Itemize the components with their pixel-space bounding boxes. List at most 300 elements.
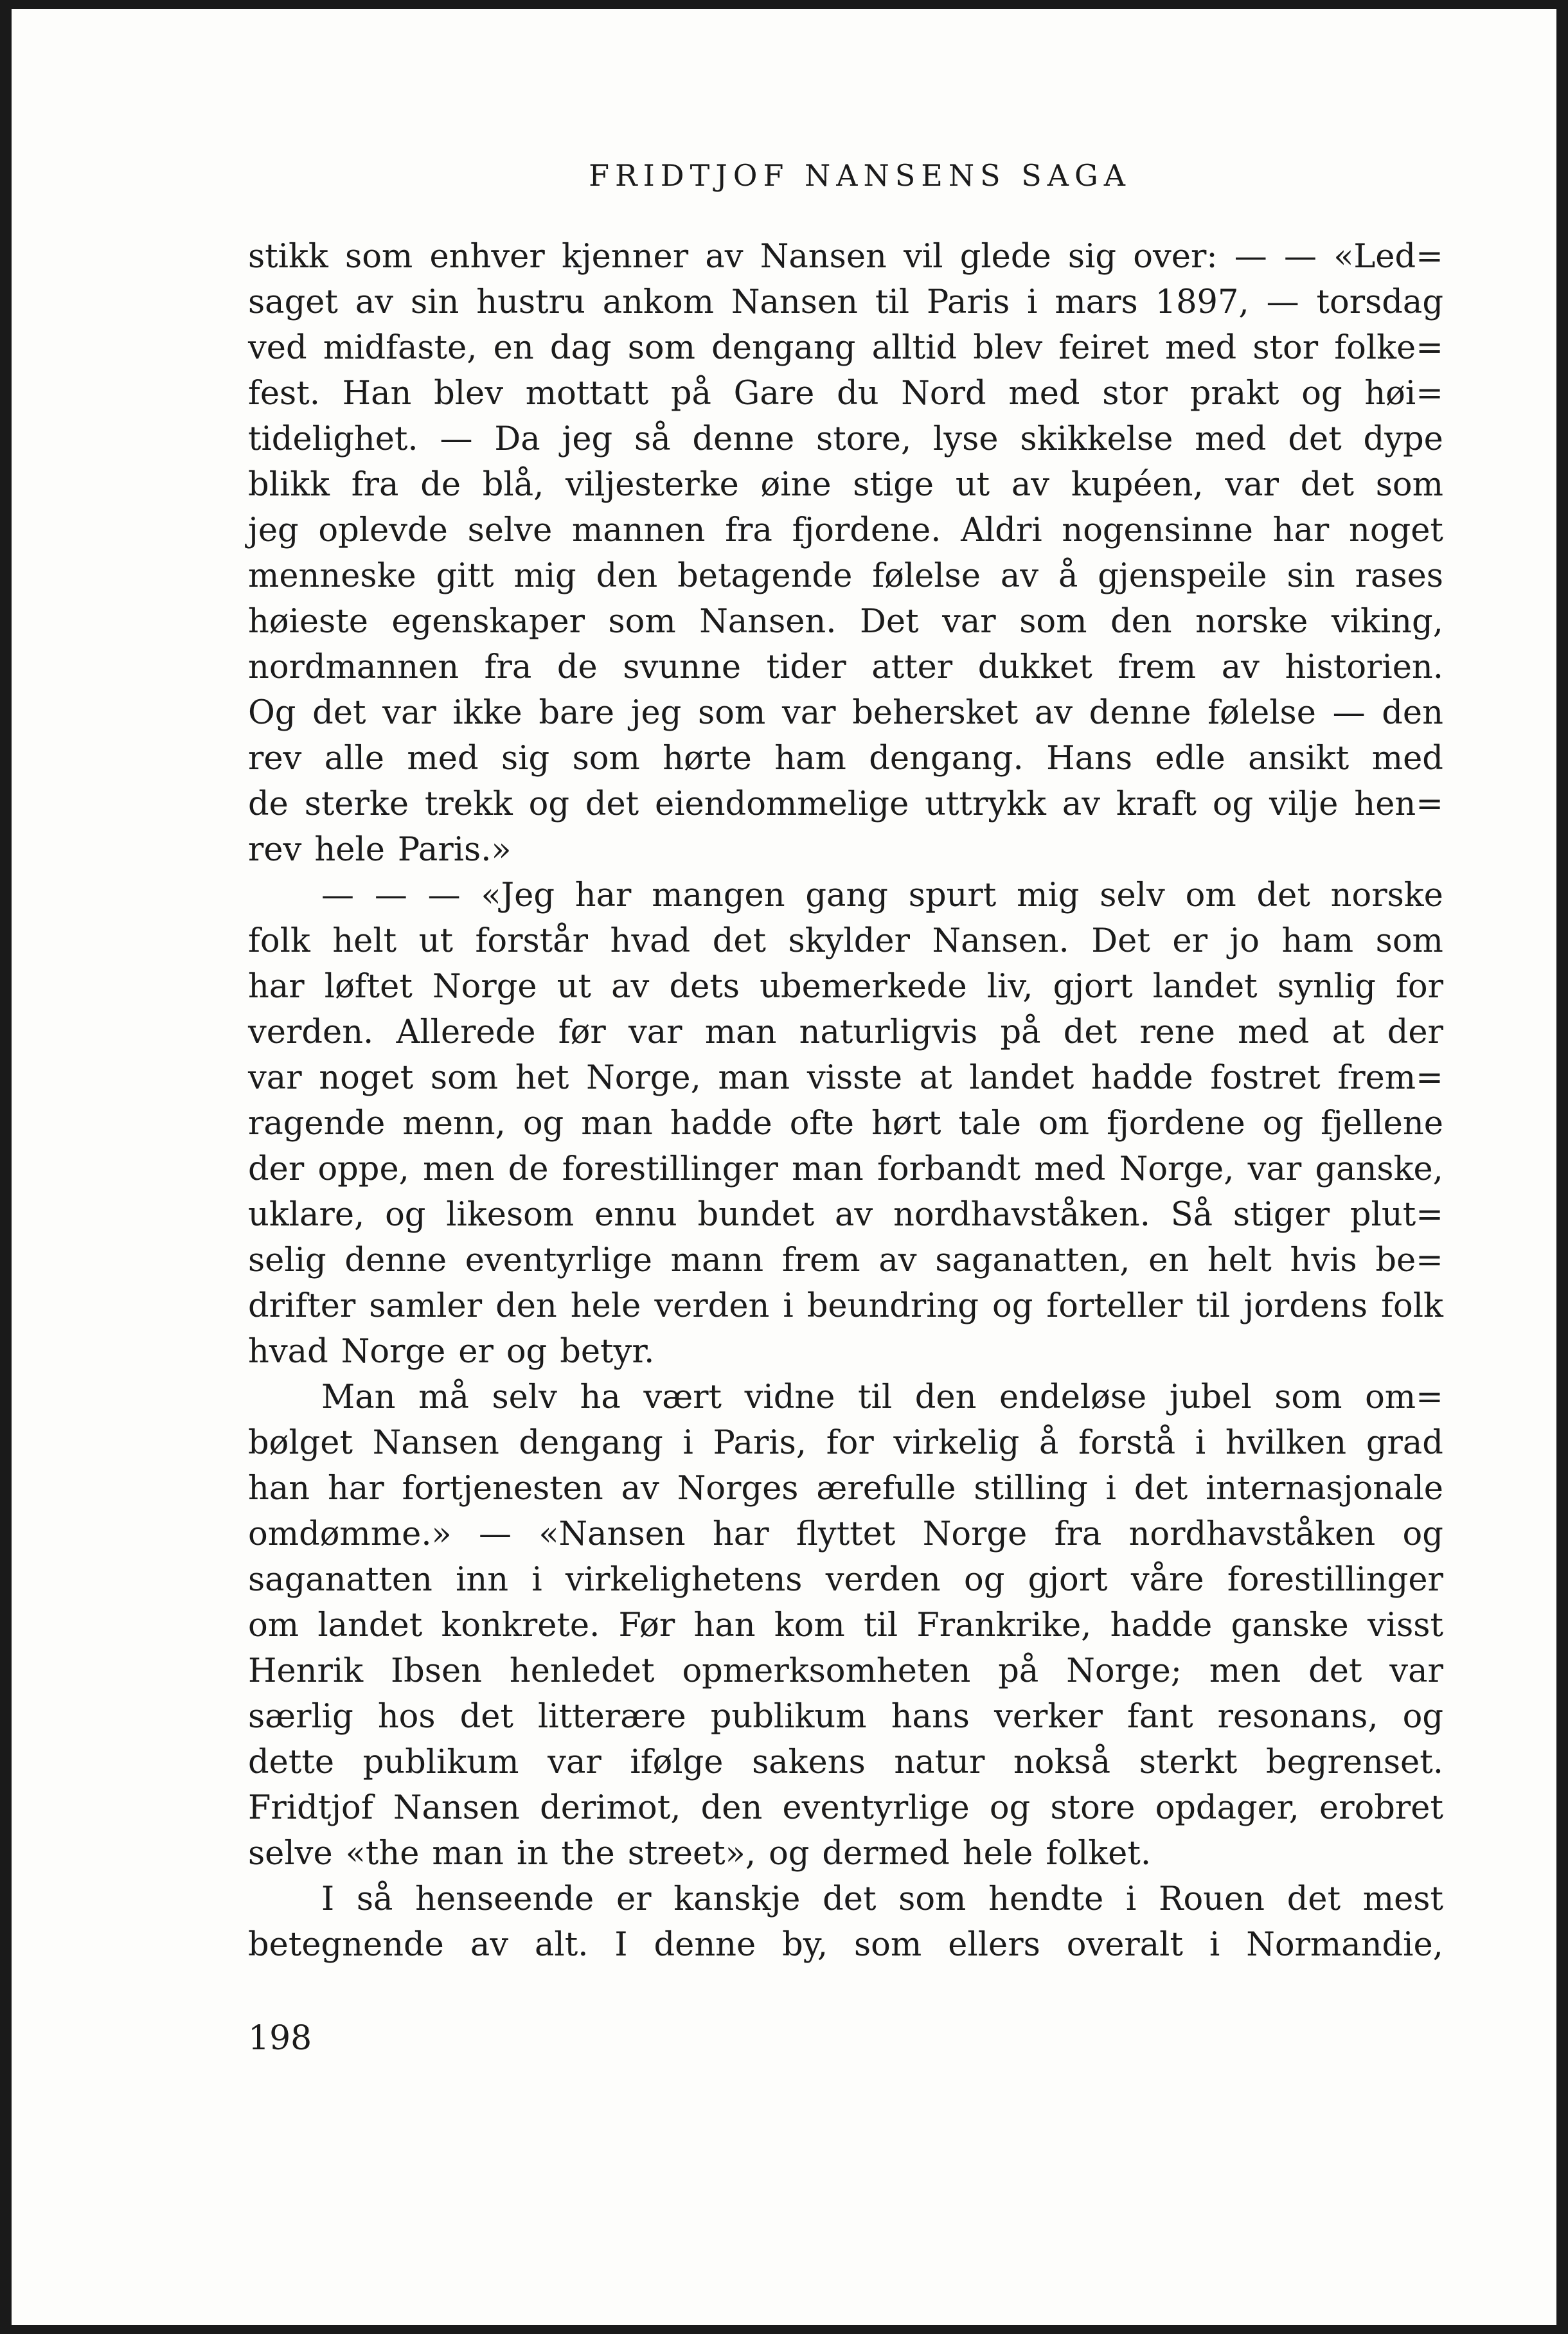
word: han	[693, 1607, 756, 1644]
word: fortjenesten	[402, 1470, 603, 1508]
word: som	[854, 1926, 922, 1964]
word: man	[718, 1059, 790, 1097]
word: frem=	[1337, 1059, 1443, 1097]
word: dets	[669, 968, 740, 1006]
word: helt	[332, 922, 397, 960]
word: denne	[1089, 694, 1191, 732]
word: rev	[248, 740, 302, 778]
word: dermed	[822, 1835, 950, 1873]
word: «Nansen	[539, 1515, 686, 1553]
word: men	[423, 1150, 495, 1188]
word: saganatten,	[935, 1242, 1130, 1279]
word: forteller	[1046, 1287, 1183, 1325]
word: Fridtjof	[248, 1789, 373, 1827]
word: rases	[1355, 557, 1443, 595]
word: hele	[314, 831, 385, 869]
word: drifter	[248, 1287, 356, 1325]
word: stikk	[248, 238, 328, 276]
word: våre	[1130, 1561, 1204, 1599]
word: synlig	[1277, 968, 1376, 1006]
word: Før	[618, 1607, 675, 1644]
word: så	[356, 1880, 393, 1918]
word: I	[614, 1926, 628, 1964]
text-line	[248, 1694, 1443, 1740]
word: Norge	[432, 968, 537, 1006]
text-line	[248, 1283, 1443, 1329]
word: forstå	[1078, 1424, 1176, 1462]
word: hendte	[988, 1880, 1104, 1918]
word: ennu	[594, 1196, 677, 1234]
text-line	[248, 280, 1443, 325]
word: Paris.»	[397, 831, 512, 869]
word: var	[248, 1059, 302, 1097]
word: denne	[692, 420, 795, 458]
word: hvad	[610, 922, 691, 960]
text-line	[248, 1146, 1443, 1192]
word: sakens	[752, 1743, 866, 1781]
word: eiendommelige	[655, 785, 909, 823]
word: ganske,	[1315, 1150, 1443, 1188]
word: norske	[1330, 877, 1443, 914]
word: hørt	[871, 1105, 941, 1143]
word: og	[992, 1287, 1033, 1325]
text-line	[248, 1101, 1443, 1146]
word: prakt	[1189, 375, 1279, 413]
word: alle	[324, 740, 384, 778]
word: blikk	[248, 466, 330, 504]
word: —	[479, 1515, 512, 1553]
word: og	[1301, 375, 1342, 413]
word: Nansen.	[932, 922, 1069, 960]
word: har	[1272, 512, 1330, 549]
word: på	[1000, 1013, 1041, 1051]
word: alt.	[534, 1926, 589, 1964]
word: han	[248, 1470, 310, 1508]
word: man	[581, 1105, 653, 1143]
word: noget	[1349, 512, 1443, 549]
word: svunne	[623, 648, 742, 686]
word: mest	[1362, 1880, 1443, 1918]
word: og	[1212, 785, 1254, 823]
word: dette	[248, 1743, 334, 1781]
word: blev	[973, 329, 1043, 367]
word: by,	[782, 1926, 828, 1964]
word: som	[572, 740, 640, 778]
word: fjellene	[1321, 1105, 1443, 1143]
word: enhver	[429, 238, 545, 276]
word: viking,	[1331, 603, 1443, 641]
word: blev	[434, 375, 504, 413]
word: jeg	[562, 420, 613, 458]
word: det	[1134, 1470, 1188, 1508]
word: og	[385, 1196, 426, 1234]
word: ved	[248, 329, 307, 367]
word: Så	[1170, 1196, 1213, 1234]
word: het	[515, 1059, 569, 1097]
word: hvilken	[1225, 1424, 1347, 1462]
word: uklare,	[248, 1196, 365, 1234]
word: dengang.	[869, 740, 1024, 778]
word: torsdag	[1316, 283, 1443, 321]
word: eventyrlige	[465, 1242, 652, 1279]
word: hen=	[1354, 785, 1443, 823]
word: som	[898, 1880, 967, 1918]
text-line	[248, 918, 1443, 964]
word: hans	[891, 1698, 970, 1736]
word: ærefulle	[816, 1470, 956, 1508]
page-number: 198	[248, 2019, 312, 2058]
word: sterkt	[1139, 1743, 1238, 1781]
word: de	[557, 648, 598, 686]
word: spurt	[908, 877, 997, 914]
word: det	[1300, 466, 1355, 504]
word: er	[1172, 922, 1207, 960]
word: folk	[248, 922, 310, 960]
word: av	[611, 968, 650, 1006]
word: I	[321, 1880, 335, 1918]
word: og	[1402, 1515, 1443, 1553]
text-line	[248, 1785, 1443, 1831]
text-line	[248, 1557, 1443, 1603]
word: noget	[319, 1059, 414, 1097]
word: vært	[643, 1378, 722, 1416]
word: den	[596, 557, 658, 595]
word: oppe,	[317, 1150, 409, 1188]
word: ham	[1281, 922, 1354, 960]
word: i	[783, 1287, 794, 1325]
text-line	[248, 1010, 1443, 1055]
word: som	[1274, 1378, 1342, 1416]
word: øine	[760, 466, 832, 504]
word: og	[1262, 1105, 1304, 1143]
word: hvad	[248, 1333, 328, 1371]
word: den	[495, 1287, 557, 1325]
word: på	[670, 375, 711, 413]
word: nokså	[1013, 1743, 1111, 1781]
word: Norge,	[1119, 1150, 1234, 1188]
word: der	[248, 1150, 305, 1188]
word: i	[682, 1424, 693, 1462]
word: og	[1402, 1698, 1443, 1736]
word: sig	[501, 740, 550, 778]
word: var	[628, 1013, 682, 1051]
word: kjenner	[561, 238, 689, 276]
word: forestillinger	[1227, 1561, 1443, 1599]
word: ansikt	[1248, 740, 1350, 778]
word: grad	[1366, 1424, 1443, 1462]
word: til	[875, 283, 910, 321]
word: det	[712, 922, 767, 960]
word: lyse	[933, 420, 999, 458]
word: selv	[492, 1378, 557, 1416]
word: stor	[1102, 375, 1168, 413]
word: det	[823, 1880, 877, 1918]
word: Nansen	[760, 238, 887, 276]
word: «the	[345, 1835, 420, 1873]
word: og	[769, 1835, 810, 1873]
text-line	[248, 1876, 1443, 1922]
running-head: FRIDTJOF NANSENS SAGA	[589, 158, 1131, 193]
word: sterke	[304, 785, 409, 823]
word: var	[548, 1743, 601, 1781]
word: jubel	[1169, 1378, 1252, 1416]
word: Allerede	[396, 1013, 536, 1051]
word: midfaste,	[323, 329, 477, 367]
word: norske	[1195, 603, 1308, 641]
word: som	[1375, 466, 1443, 504]
word: man	[704, 1013, 777, 1051]
word: av	[1011, 466, 1050, 504]
word: som	[1375, 922, 1443, 960]
word: det	[1288, 420, 1342, 458]
word: hele	[570, 1287, 641, 1325]
word: forbandt	[877, 1150, 1021, 1188]
word: Paris	[926, 283, 1010, 321]
word: fest.	[248, 375, 320, 413]
word: med	[407, 740, 479, 778]
word: i	[1027, 283, 1038, 321]
word: behersket	[852, 694, 1019, 732]
word: ikke	[452, 694, 522, 732]
word: bundet	[697, 1196, 815, 1234]
word: plut=	[1350, 1196, 1443, 1234]
word: gjort	[1028, 1561, 1108, 1599]
word: som	[345, 238, 413, 276]
word: det	[459, 1698, 513, 1736]
word: atter	[871, 648, 953, 686]
word: av	[835, 1196, 873, 1234]
word: Nansen	[372, 1424, 499, 1462]
word: betagende	[677, 557, 853, 595]
word: folke=	[1334, 329, 1443, 367]
word: følelse	[1207, 694, 1316, 732]
word: du	[837, 375, 879, 413]
word: eventyrlige	[782, 1789, 970, 1827]
word: dengang	[519, 1424, 663, 1462]
text-line	[248, 416, 1443, 462]
text-line	[248, 1192, 1443, 1238]
word: var	[781, 694, 836, 732]
word: for	[826, 1424, 874, 1462]
word: helt	[1207, 1242, 1272, 1279]
word: høieste	[248, 603, 368, 641]
word: ragende	[248, 1105, 386, 1143]
word: var	[1247, 1150, 1302, 1188]
word: Ibsen	[390, 1652, 482, 1690]
word: begrenset.	[1266, 1743, 1443, 1781]
word: og	[963, 1561, 1005, 1599]
word: fra	[1054, 1515, 1102, 1553]
text-line	[248, 1420, 1443, 1466]
word: gjort	[1053, 968, 1133, 1006]
word: Nord	[901, 375, 986, 413]
word: er	[616, 1880, 652, 1918]
word: landet	[317, 1607, 423, 1644]
word: folket.	[1046, 1835, 1152, 1873]
word: hadde	[670, 1105, 772, 1143]
text-line	[248, 1740, 1443, 1785]
word: rene	[1139, 1013, 1215, 1051]
word: opdager,	[1155, 1789, 1299, 1827]
word: til	[1196, 1287, 1231, 1325]
word: at	[919, 1059, 952, 1097]
word: følelse	[872, 557, 981, 595]
word: særlig	[248, 1698, 353, 1736]
word: dype	[1363, 420, 1443, 458]
word: edle	[1155, 740, 1225, 778]
word: i	[1209, 1926, 1220, 1964]
word: å	[1058, 557, 1078, 595]
word: den	[1110, 603, 1172, 641]
word: Det	[860, 603, 919, 641]
word: hørte	[663, 740, 752, 778]
word: så	[634, 420, 671, 458]
word: at	[1332, 1013, 1365, 1051]
word: ellers	[948, 1926, 1040, 1964]
word: Norge;	[1066, 1652, 1182, 1690]
word: ofte	[789, 1105, 854, 1143]
word: virkelig	[893, 1424, 1020, 1462]
word: verden	[654, 1287, 770, 1325]
word: av	[621, 1470, 659, 1508]
word: viljesterke	[566, 466, 739, 504]
word: be=	[1375, 1242, 1443, 1279]
body-text	[248, 234, 1443, 1968]
word: før	[558, 1013, 606, 1051]
word: henseende	[415, 1880, 594, 1918]
word: store	[1050, 1789, 1136, 1827]
text-line	[248, 645, 1443, 690]
word: hele	[962, 1835, 1033, 1873]
word: det	[312, 694, 366, 732]
text-line	[248, 736, 1443, 781]
word: feiret	[1058, 329, 1149, 367]
word: frem	[781, 1242, 860, 1279]
word: mannen	[571, 512, 706, 549]
word: Da	[494, 420, 540, 458]
word: Nansen.	[699, 603, 837, 641]
word: nordmannen	[248, 648, 459, 686]
word: har	[328, 1470, 384, 1508]
word: av	[1000, 557, 1039, 595]
word: fra	[484, 648, 532, 686]
word: høi=	[1364, 375, 1443, 413]
word: fjordene	[1107, 1105, 1245, 1143]
word: selv	[1100, 877, 1165, 914]
word: som	[1019, 603, 1087, 641]
text-line	[248, 873, 1443, 918]
word: mann	[670, 1242, 764, 1279]
word: «Jeg	[481, 877, 555, 914]
word: og	[528, 785, 569, 823]
word: erobret	[1319, 1789, 1443, 1827]
word: hvis	[1290, 1242, 1357, 1279]
word: har	[575, 877, 632, 914]
word: verker	[994, 1698, 1103, 1736]
text-line	[248, 371, 1443, 416]
word: saget	[248, 283, 338, 321]
word: jordens	[1243, 1287, 1368, 1325]
word: naturligvis	[799, 1013, 978, 1051]
word: visste	[806, 1059, 903, 1097]
word: blå,	[482, 466, 544, 504]
word: trekk	[424, 785, 513, 823]
word: likesom	[446, 1196, 575, 1234]
word: gjenspeile	[1098, 557, 1267, 595]
word: verden	[825, 1561, 941, 1599]
word: de	[508, 1150, 549, 1188]
word: der	[1387, 1013, 1443, 1051]
word: Det	[1091, 922, 1150, 960]
text-line	[248, 1375, 1443, 1420]
word: av	[1221, 648, 1260, 686]
word: endeløse	[999, 1378, 1147, 1416]
word: virkelighetens	[565, 1561, 803, 1599]
book-page	[12, 9, 1556, 2325]
word: til	[864, 1607, 898, 1644]
word: som	[627, 329, 695, 367]
word: Man	[321, 1378, 396, 1416]
word: Normandie,	[1246, 1926, 1443, 1964]
word: Aldri	[961, 512, 1042, 549]
word: nogensinne	[1062, 512, 1253, 549]
word: og	[989, 1789, 1031, 1827]
word: stige	[853, 466, 934, 504]
word: glede	[959, 238, 1051, 276]
word: ut	[418, 922, 454, 960]
word: kom	[774, 1607, 845, 1644]
word: alltid	[871, 329, 958, 367]
word: verden.	[248, 1013, 374, 1051]
word: —	[1234, 238, 1267, 276]
word: Nansen	[393, 1789, 520, 1827]
word: Gare	[733, 375, 815, 413]
word: —	[427, 877, 461, 914]
word: tale	[958, 1105, 1021, 1143]
word: Norges	[677, 1470, 799, 1508]
word: Henrik	[248, 1652, 364, 1690]
word: flyttet	[796, 1515, 896, 1553]
word: inn	[456, 1561, 509, 1599]
word: mars	[1055, 283, 1138, 321]
word: rev	[248, 831, 302, 869]
word: —	[1332, 694, 1366, 732]
word: var	[1225, 466, 1279, 504]
text-line	[248, 964, 1443, 1010]
word: publikum	[362, 1743, 519, 1781]
word: fant	[1127, 1698, 1193, 1736]
word: kraft	[1116, 785, 1197, 823]
word: mig	[513, 557, 576, 595]
word: natur	[894, 1743, 985, 1781]
word: ankom	[602, 283, 714, 321]
word: —	[1266, 283, 1299, 321]
word: til	[858, 1378, 893, 1416]
word: kanskje	[673, 1880, 801, 1918]
word: konkrete.	[441, 1607, 600, 1644]
word: omdømme.»	[248, 1515, 452, 1553]
text-line	[248, 827, 1443, 873]
word: —	[1283, 238, 1317, 276]
word: selve	[248, 1835, 333, 1873]
word: —	[374, 877, 407, 914]
word: bølget	[248, 1424, 353, 1462]
word: egenskaper	[391, 603, 585, 641]
word: av	[470, 1926, 509, 1964]
word: de	[420, 466, 461, 504]
word: jo	[1229, 922, 1260, 960]
word: —	[321, 877, 354, 914]
